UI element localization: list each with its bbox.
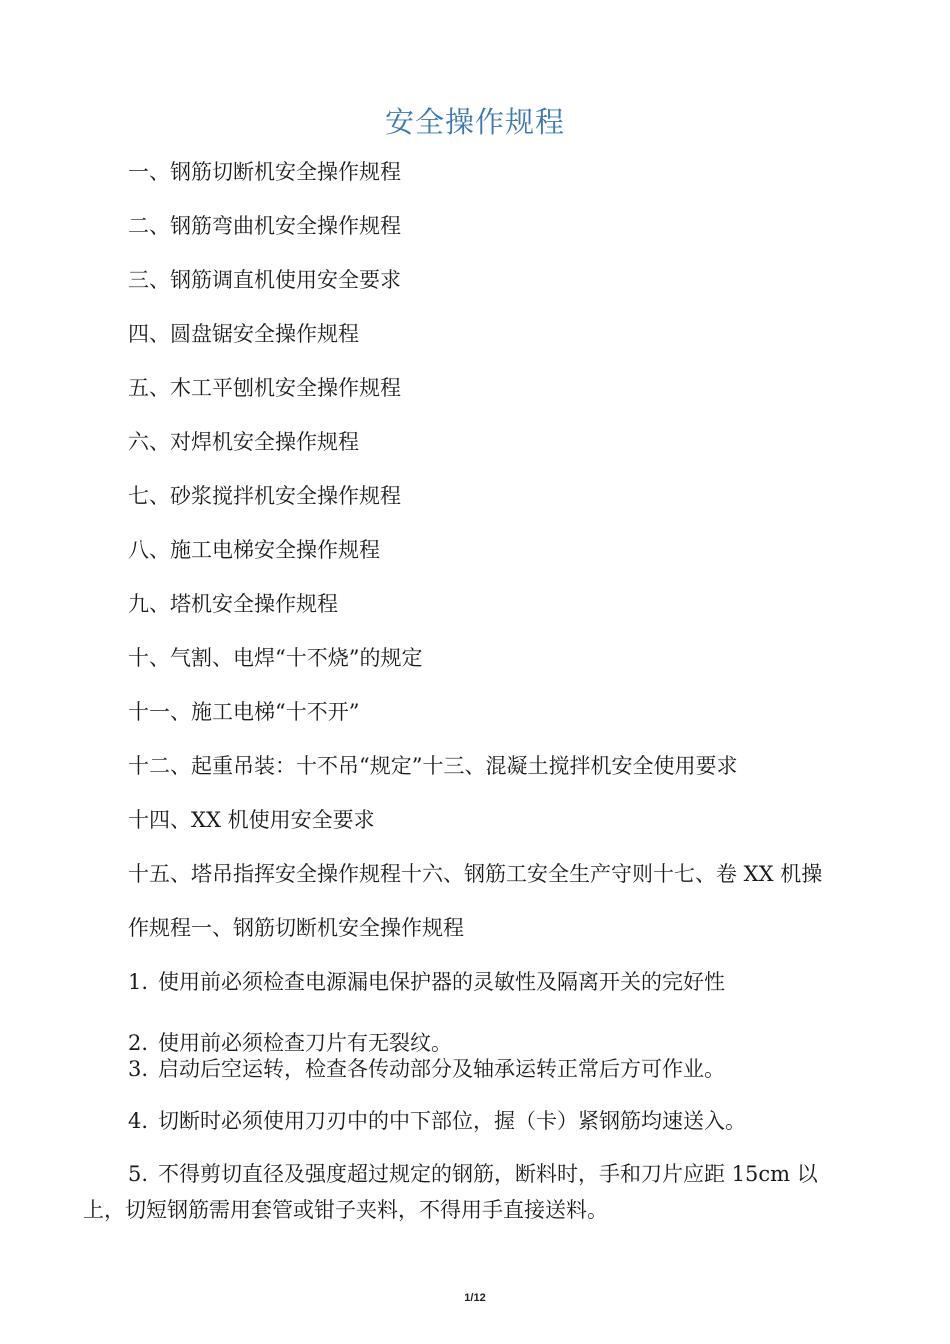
toc-item: 十一、施工电梯“十不开” (128, 700, 360, 724)
toc-item: 十五、塔吊指挥安全操作规程十六、钢筋工安全生产守则十七、卷 XX 机操 (128, 862, 823, 886)
list-item (128, 968, 725, 996)
list-number: 2. (128, 1031, 149, 1055)
toc-item: 一、钢筋切断机安全操作规程 (128, 160, 401, 184)
toc-item: 六、对焊机安全操作规程 (128, 430, 359, 454)
toc-item: 五、木工平刨机安全操作规程 (128, 376, 401, 400)
list-item (128, 1029, 452, 1057)
list-number: 3. (128, 1057, 149, 1081)
list-text: 不得剪切直径及强度超过规定的钢筋，断料时，手和刀片应距 15cm 以 (158, 1162, 818, 1186)
toc-item: 十二、起重吊装：十不吊“规定”十三、混凝土搅拌机安全使用要求 (128, 754, 738, 778)
toc-item: 九、塔机安全操作规程 (128, 592, 338, 616)
list-number: 4. (128, 1109, 149, 1133)
list-text: 使用前必须检查刀片有无裂纹。 (158, 1031, 452, 1055)
list-item (128, 1160, 818, 1188)
list-item-continuation: 上，切短钢筋需用套管或钳子夹料，不得用手直接送料。 (83, 1198, 608, 1222)
list-number: 5. (128, 1162, 149, 1186)
toc-item: 四、圆盘锯安全操作规程 (128, 322, 359, 346)
list-text: 切断时必须使用刀刃中的中下部位，握（卡）紧钢筋均速送入。 (158, 1109, 746, 1133)
page-number: 1/12 (464, 1292, 486, 1304)
toc-item: 八、施工电梯安全操作规程 (128, 538, 380, 562)
list-item (128, 1055, 725, 1083)
toc-item: 三、钢筋调直机使用安全要求 (128, 268, 401, 292)
toc-item: 十四、XX 机使用安全要求 (128, 808, 375, 832)
toc-item: 二、钢筋弯曲机安全操作规程 (128, 214, 401, 238)
list-number: 1. (128, 970, 149, 994)
toc-item: 作规程一、钢筋切断机安全操作规程 (128, 916, 464, 940)
list-item (128, 1107, 746, 1135)
list-text: 使用前必须检查电源漏电保护器的灵敏性及隔离开关的完好性 (158, 970, 725, 994)
document-title: 安全操作规程 (384, 105, 565, 139)
toc-item: 十、气割、电焊“十不烧”的规定 (128, 646, 423, 670)
list-text: 启动后空运转，检查各传动部分及轴承运转正常后方可作业。 (158, 1057, 725, 1081)
toc-item: 七、砂浆搅拌机安全操作规程 (128, 484, 401, 508)
